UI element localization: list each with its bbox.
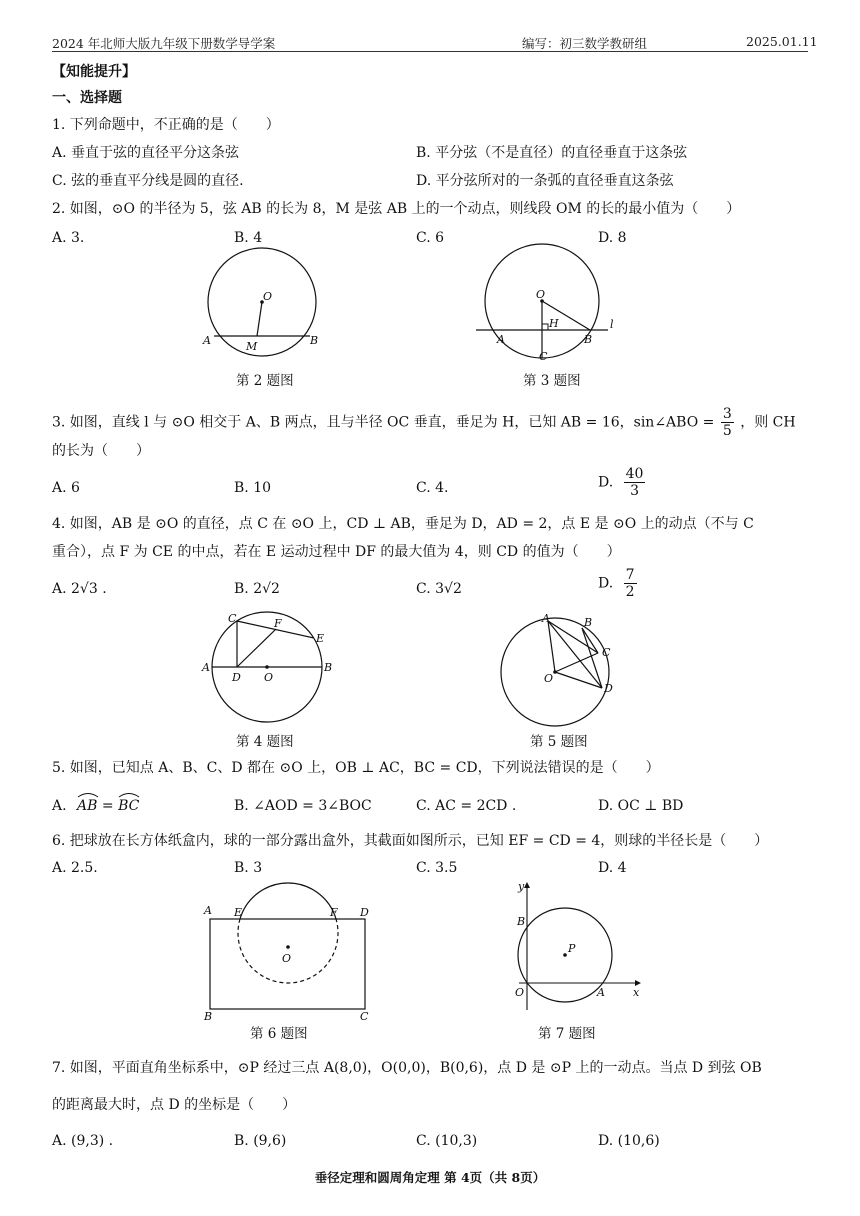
q5-option-a-eq: = [101,798,119,814]
q4-d-num: 7 [625,567,635,583]
fig3-label-h: H [549,317,559,330]
q6-option-d: D. 4 [598,860,627,876]
q3-stem [52,406,796,439]
fig5-label-d: D [604,682,613,695]
q2-option-b: B. 4 [234,230,263,246]
q5-arc-ab [77,796,97,816]
q7-option-b: B. (9,6) [234,1133,287,1149]
fig4-label-c: C [228,612,237,625]
q7-option-c: C. (10,3) [416,1133,478,1149]
q3-option-a: A. 6 [52,480,80,496]
fig4-label-a: A [202,661,210,674]
q1-stem: 1. 下列命题中，不正确的是（ ） [52,117,280,133]
q3-stem-text: 3. 如图，直线 l 与 ⊙O 相交于 A、B 两点，且与半径 OC 垂直，垂足为 H，已知 AB = 16，sin∠ABO = [52,414,715,431]
fig5-label-o: O [544,672,554,685]
q3-frac-num: 3 [722,406,732,422]
q6-option-c: C. 3.5 [416,860,458,876]
q4-d-den: 2 [625,584,635,600]
q5-arc-bc [118,796,139,816]
fig2-label-b: B [310,334,319,347]
figure-2-caption: 第 2 题图 [236,373,294,389]
q5-stem: 5. 如图，已知点 A、B、C、D 都在 ⊙O 上，OB ⊥ AC，BC = CD，下列说法错误的是（ ） [52,760,660,776]
q3-d-num: 40 [625,466,644,482]
figure-6-caption: 第 6 题图 [250,1026,308,1042]
q4-stem: 4. 如图，AB 是 ⊙O 的直径，点 C 在 ⊙O 上，CD ⊥ AB，垂足为 D，AD = 2，点 E 是 ⊙O 上的动点（不与 C [52,516,754,532]
q6-stem: 6. 把球放在长方体纸盒内，球的一部分露出盒外，其截面如图所示，已知 EF = CD = 4，则球的半径长是（ ） [52,833,769,849]
fig4-label-b: B [324,661,333,674]
q5-option-a [52,796,139,816]
fig5-label-c: C [602,646,611,659]
q1-option-a: A. 垂直于弦的直径平分这条弦 [52,145,240,161]
fig4-label-e: E [316,632,325,645]
fig7-label-b: B [517,915,526,928]
fig5-label-b: B [584,616,593,629]
fig6-label-o: O [282,952,292,965]
figure-3-caption: 第 3 题图 [523,373,581,389]
q7-stem-line2: 的距离最大时，点 D 的坐标是（ ） [52,1097,297,1113]
q3-option-d-prefix: D. [598,474,614,491]
q7-option-a: A. (9,3) . [52,1133,114,1149]
q3-d-den: 3 [630,483,640,499]
q4-option-b: B. 2√2 [234,581,280,597]
fig5-label-a: A [542,612,550,625]
q3-fraction [721,406,734,439]
q5-arc-bc-text: BC [118,798,140,814]
figure-4 [200,610,340,725]
fig3-label-l: l [610,318,614,331]
q3-frac-den: 5 [722,423,732,439]
figure-4-caption: 第 4 题图 [236,734,294,750]
fig6-label-b: B [204,1010,213,1023]
fig7-label-o: O [515,986,525,999]
header-middle: 编写：初三数学教研组 [522,36,648,51]
fig7-label-y: y [518,880,525,893]
fig2-label-o: O [263,290,273,303]
q1-option-b: B. 平分弦（不是直径）的直径垂直于这条弦 [416,145,688,161]
fig6-label-c: C [360,1010,369,1023]
fig4-label-f: F [274,617,282,630]
fig3-label-a: A [497,333,505,346]
fig2-label-a: A [203,334,211,347]
figure-5 [500,610,630,725]
q3-option-b: B. 10 [234,480,272,496]
header-date: 2025.01.11 [746,34,818,49]
page-footer: 垂径定理和圆周角定理 第 4页（共 8页） [314,1170,546,1185]
fig4-label-d: D [232,671,241,684]
q4-stem-line2: 重合），点 F 为 CE 的中点，若在 E 运动过程中 DF 的最大值为 4，则 CD 的值为（ ） [52,544,621,560]
arc-symbol-icon [118,792,140,798]
q6-option-b: B. 3 [234,860,263,876]
q7-stem: 7. 如图，平面直角坐标系中，⊙P 经过三点 A(8,0)，O(0,0)，B(0,6)，点 D 是 ⊙P 上的一动点。当点 D 到弦 OB [52,1060,762,1076]
fig7-label-p: P [568,942,576,955]
q5-option-d: D. OC ⊥ BD [598,798,684,814]
q4-option-a: A. 2√3 . [52,581,107,597]
q5-option-c: C. AC = 2CD . [416,798,517,814]
fig6-label-a: A [204,904,212,917]
q5-option-a-prefix: A. [52,798,67,814]
figure-5-caption: 第 5 题图 [530,734,588,750]
fig6-label-d: D [360,906,369,919]
q3-option-c: C. 4. [416,480,449,496]
figure-7 [505,880,645,1020]
q5-arc-ab-text: AB [77,798,98,814]
figure-3 [476,248,626,368]
q4-option-c: C. 3√2 [416,581,462,597]
figure-2 [200,250,330,360]
fig4-label-o: O [264,671,274,684]
fig6-label-e: E [234,906,243,919]
figure-6 [200,892,390,1023]
q2-stem: 2. 如图，⊙O 的半径为 5，弦 AB 的长为 8，M 是弦 AB 上的一个动点，则线段 OM 的长的最小值为（ ） [52,201,741,217]
section-title: 【知能提升】 [52,64,136,80]
q6-option-a: A. 2.5. [52,860,98,876]
fig7-label-x: x [633,986,640,999]
q4-option-d [598,567,637,600]
q1-option-d: D. 平分弦所对的一条弧的直径垂直这条弦 [416,173,674,189]
q1-option-c: C. 弦的垂直平分线是圆的直径. [52,173,244,189]
header-rule [52,51,808,52]
fig7-label-a: A [597,986,605,999]
q3-option-d [598,466,645,499]
header-left: 2024 年北师大版九年级下册数学导学案 [52,36,276,51]
q3-stem-tail: ，则 CH [740,414,796,431]
arc-symbol-icon [77,792,99,798]
q2-option-d: D. 8 [598,230,627,246]
q2-option-c: C. 6 [416,230,445,246]
q2-option-a: A. 3. [52,230,85,246]
q7-option-d: D. (10,6) [598,1133,660,1149]
section-subtitle: 一、选择题 [52,90,122,106]
fig6-label-f: F [330,906,338,919]
q4-option-d-prefix: D. [598,575,614,592]
fig2-label-m: M [246,340,258,353]
q3-option-d-fraction [624,466,646,499]
q3-stem-line2: 的长为（ ） [52,443,150,459]
fig3-label-b: B [584,333,593,346]
fig3-label-o: O [536,288,546,301]
q4-option-d-fraction [624,567,637,600]
fig3-label-c: C [539,350,548,363]
figure-7-caption: 第 7 题图 [538,1026,596,1042]
q5-option-b: B. ∠AOD = 3∠BOC [234,798,372,814]
